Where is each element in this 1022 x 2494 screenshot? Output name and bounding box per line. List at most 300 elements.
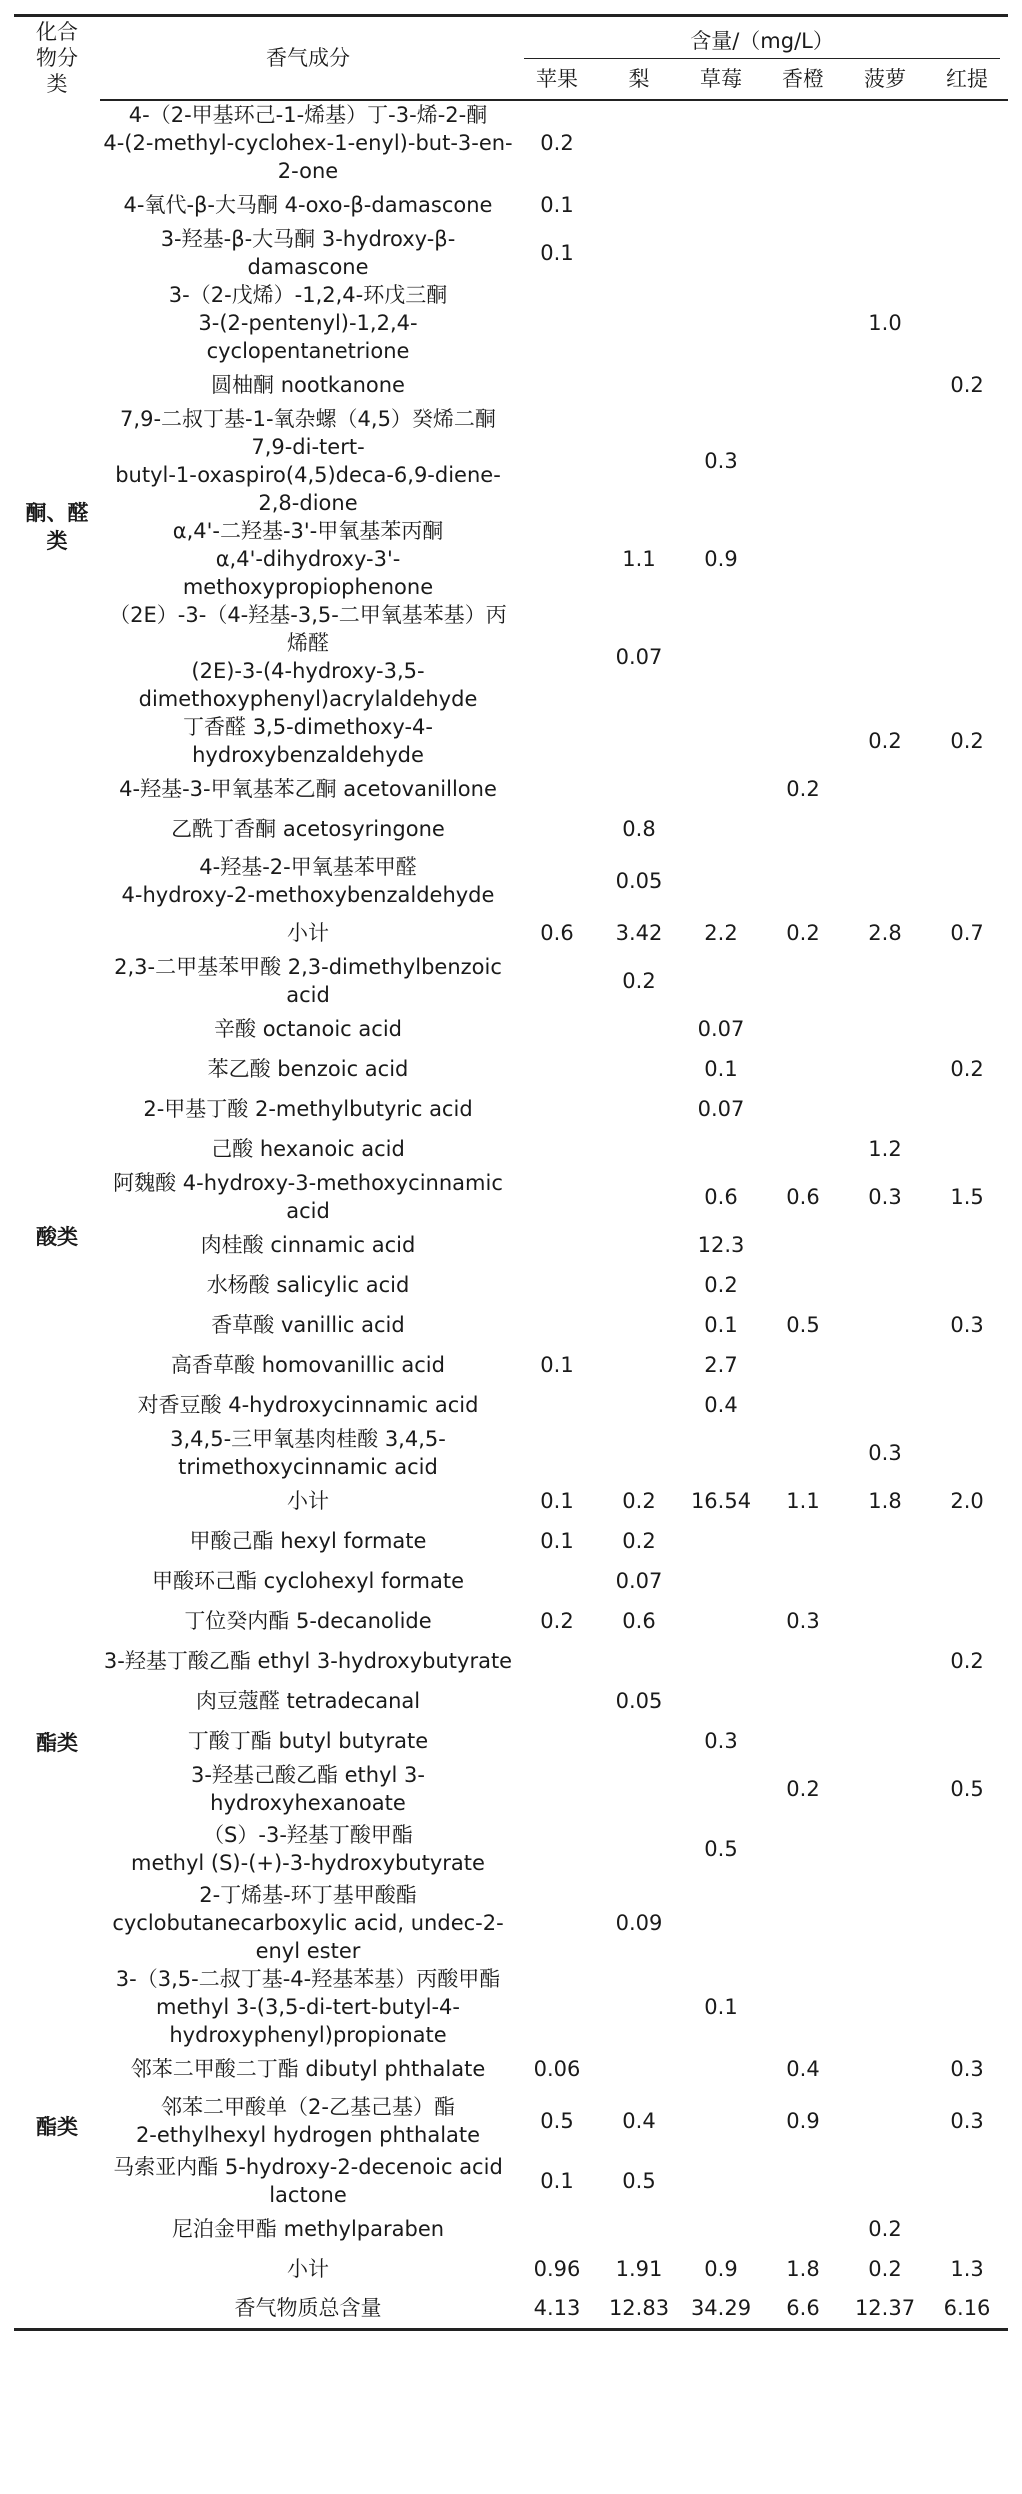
value-cell (598, 1345, 680, 1385)
value-cell (516, 1305, 598, 1345)
table-row (14, 1049, 1008, 1089)
value-cell: 2.0 (950, 1489, 984, 1513)
compound-name-line: 尼泊金甲酯 methylparaben (171, 2217, 445, 2241)
value-cell (516, 1965, 598, 2049)
category-cell: 酮、醛类 (25, 500, 89, 553)
value-cell (926, 1225, 1008, 1265)
compound-name-line: 3-羟基己酸乙酯 ethyl 3-hydroxyhexanoate (191, 1763, 425, 1815)
value-cell (844, 1089, 926, 1129)
compound-name-line: 4-(2-methyl-cyclohex-1-enyl)-but-3-en-2-one (103, 131, 513, 183)
value-cell (844, 1345, 926, 1385)
table-row (14, 953, 1008, 1009)
table-row (14, 365, 1008, 405)
compound-name-line: 甲酸环己酯 cyclohexyl formate (151, 1569, 465, 1593)
compound-name (100, 517, 516, 601)
compound-name-line: （S）-3-羟基丁酸甲酯 (203, 1823, 413, 1847)
table-row (14, 1561, 1008, 1601)
value-cell (844, 1601, 926, 1641)
value-cell: 0.2 (950, 373, 984, 397)
value-cell (598, 713, 680, 769)
category-cell: 酯类 (36, 2115, 78, 2139)
value-cell (516, 1881, 598, 1965)
value-cell (680, 1521, 762, 1561)
value-cell (926, 1601, 1008, 1641)
value-cell (762, 1965, 844, 2049)
value-cell (926, 809, 1008, 849)
value-cell: 0.2 (950, 1057, 984, 1081)
value-cell: 0.5 (950, 1777, 984, 1801)
value-cell: 0.09 (615, 1911, 663, 1935)
value-cell (844, 225, 926, 281)
total-value-cell: 12.83 (598, 2289, 680, 2329)
value-cell (844, 1881, 926, 1965)
total-category-cell (14, 2289, 100, 2329)
value-cell (680, 713, 762, 769)
value-cell (598, 769, 680, 809)
value-cell (762, 1817, 844, 1881)
compound-name-line: butyl-1-oxaspiro(4,5)deca-6,9-diene-2,8-dione (115, 463, 501, 515)
total-value-cell: 12.37 (844, 2289, 926, 2329)
value-cell: 1.91 (615, 2257, 663, 2281)
value-cell (844, 1225, 926, 1265)
value-cell: 0.3 (868, 1441, 902, 1465)
compound-name-line: 2,3-二甲基苯甲酸 2,3-dimethylbenzoic acid (114, 955, 502, 1007)
compound-name-line: 3-（2-戊烯）-1,2,4-环戊三酮 (168, 283, 448, 307)
value-cell (598, 1265, 680, 1305)
value-cell (598, 405, 680, 517)
table-row (14, 1345, 1008, 1385)
value-cell (680, 953, 762, 1009)
value-cell: 0.9 (786, 2109, 820, 2133)
compound-name-line: 肉桂酸 cinnamic acid (200, 1233, 416, 1257)
value-cell (680, 849, 762, 913)
compound-name (100, 601, 516, 713)
value-cell: 0.2 (786, 921, 820, 945)
table-row (14, 1721, 1008, 1761)
table-row (14, 2209, 1008, 2249)
value-cell (516, 809, 598, 849)
total-label: 香气物质总含量 (100, 2289, 516, 2329)
value-cell (844, 1681, 926, 1721)
value-cell: 0.9 (704, 547, 738, 571)
value-cell: 0.3 (704, 1729, 738, 1753)
value-cell (844, 100, 926, 185)
compound-name-line: 4-hydroxy-2-methoxybenzaldehyde (121, 883, 495, 907)
value-cell (598, 1305, 680, 1345)
value-cell (844, 849, 926, 913)
compound-name-line: (2E)-3-(4-hydroxy-3,5-dimethoxyphenyl)acrylaldehyde (138, 659, 478, 711)
value-cell (926, 769, 1008, 809)
value-cell (516, 1089, 598, 1129)
value-cell (680, 1761, 762, 1817)
value-cell: 16.54 (690, 1489, 752, 1513)
value-cell: 0.05 (615, 1689, 663, 1713)
value-cell (762, 1265, 844, 1305)
total-value-cell: 6.6 (762, 2289, 844, 2329)
value-cell: 0.3 (950, 1313, 984, 1337)
compound-name-line: 马索亚内酯 5-hydroxy-2-decenoic acid lactone (113, 2155, 503, 2207)
value-cell: 2.2 (704, 921, 738, 945)
value-cell (516, 2209, 598, 2249)
value-cell (680, 601, 762, 713)
compound-name-line: 水杨酸 salicylic acid (206, 1273, 410, 1297)
value-cell: 2.8 (868, 921, 902, 945)
value-cell: 0.07 (697, 1017, 745, 1041)
table-row (14, 1601, 1008, 1641)
compound-name-line: α,4'-dihydroxy-3'-methoxypropiophenone (182, 547, 434, 599)
value-cell: 3.42 (615, 921, 663, 945)
compound-name (100, 1265, 516, 1305)
value-cell (926, 1521, 1008, 1561)
value-cell (762, 1345, 844, 1385)
value-cell (762, 1721, 844, 1761)
value-cell (926, 185, 1008, 225)
compound-name-line: 4-羟基-2-甲氧基苯甲醛 (199, 855, 417, 879)
value-cell: 0.2 (622, 1529, 656, 1553)
table-row (14, 769, 1008, 809)
fruit-header: 梨 (598, 59, 680, 100)
compound-name-line: 小计 (287, 1489, 329, 1513)
compound-name-line: 4-（2-甲基环己-1-烯基）丁-3-烯-2-酮 (128, 103, 488, 127)
value-cell (516, 405, 598, 517)
value-cell: 0.2 (868, 2257, 902, 2281)
table-row (14, 517, 1008, 601)
value-cell (926, 1345, 1008, 1385)
value-cell: 1.3 (950, 2257, 984, 2281)
value-cell (516, 601, 598, 713)
compound-name-line: 丁位癸内酯 5-decanolide (184, 1609, 432, 1633)
compound-name-line: methyl (S)-(+)-3-hydroxybutyrate (131, 1851, 485, 1875)
value-cell (926, 2153, 1008, 2209)
value-cell (926, 2209, 1008, 2249)
compound-name-line: 丁香醛 3,5-dimethoxy-4-hydroxybenzaldehyde (183, 715, 433, 767)
value-cell (762, 1385, 844, 1425)
value-cell (926, 1881, 1008, 1965)
value-cell (680, 2089, 762, 2153)
value-cell: 0.2 (786, 1777, 820, 1801)
compound-name-line: 3-羟基丁酸乙酯 ethyl 3-hydroxybutyrate (103, 1649, 513, 1673)
value-cell (762, 225, 844, 281)
value-cell (844, 1049, 926, 1089)
value-cell: 0.06 (533, 2057, 581, 2081)
value-cell: 0.6 (786, 1185, 820, 1209)
value-cell (680, 769, 762, 809)
value-cell (844, 769, 926, 809)
table-row (14, 1641, 1008, 1681)
compound-name (100, 1965, 516, 2049)
total-row (14, 2289, 1008, 2329)
compound-name (100, 1009, 516, 1049)
value-cell (844, 1761, 926, 1817)
value-cell (762, 953, 844, 1009)
value-cell: 0.5 (622, 2169, 656, 2193)
value-cell (598, 1129, 680, 1169)
value-cell (598, 1049, 680, 1089)
value-cell (598, 1761, 680, 1817)
value-cell (926, 1965, 1008, 2049)
value-cell (516, 1817, 598, 1881)
value-cell (844, 185, 926, 225)
table-row (14, 1385, 1008, 1425)
table-row (14, 809, 1008, 849)
value-cell (762, 1049, 844, 1089)
compound-name-line: 7,9-二叔丁基-1-氧杂螺（4,5）癸烯二酮 7,9-di-tert- (120, 407, 496, 459)
value-cell (926, 1265, 1008, 1305)
fruit-header: 苹果 (516, 59, 598, 100)
compound-name (100, 1129, 516, 1169)
value-cell: 0.05 (615, 869, 663, 893)
compound-name (100, 281, 516, 365)
value-cell: 0.5 (704, 1837, 738, 1861)
value-cell (762, 2209, 844, 2249)
value-cell: 0.8 (622, 817, 656, 841)
table-body (14, 100, 1008, 2329)
value-cell (844, 1305, 926, 1345)
value-cell (762, 185, 844, 225)
value-cell (516, 517, 598, 601)
value-cell: 1.1 (786, 1489, 820, 1513)
value-cell (926, 1089, 1008, 1129)
table-row (14, 225, 1008, 281)
value-cell: 0.96 (533, 2257, 581, 2281)
compound-name-line: 邻苯二甲酸二丁酯 dibutyl phthalate (130, 2057, 486, 2081)
value-cell: 0.1 (540, 1529, 574, 1553)
aroma-table (14, 14, 1008, 2331)
table-row (14, 1265, 1008, 1305)
value-cell (844, 1265, 926, 1305)
total-value-cell: 4.13 (516, 2289, 598, 2329)
value-cell: 0.4 (622, 2109, 656, 2133)
table-row (14, 1129, 1008, 1169)
compound-name (100, 2089, 516, 2153)
value-cell (762, 517, 844, 601)
compound-name-line: 2-甲基丁酸 2-methylbutyric acid (143, 1097, 473, 1121)
value-cell (516, 1265, 598, 1305)
value-cell: 1.8 (786, 2257, 820, 2281)
value-cell (762, 713, 844, 769)
compound-name (100, 2209, 516, 2249)
value-cell: 2.7 (704, 1353, 738, 1377)
compound-name-line: 邻苯二甲酸单（2-乙基己基）酯 (161, 2095, 455, 2119)
value-cell: 0.1 (540, 193, 574, 217)
compound-name-line: 3-（3,5-二叔丁基-4-羟基苯基）丙酸甲酯 (115, 1967, 501, 1991)
compound-name (100, 1225, 516, 1265)
value-cell (598, 1965, 680, 2049)
compound-name (100, 1881, 516, 1965)
value-cell: 0.2 (540, 131, 574, 155)
table-row (14, 2089, 1008, 2153)
value-cell (844, 1009, 926, 1049)
value-cell (516, 1169, 598, 1225)
value-cell (598, 2049, 680, 2089)
value-cell (926, 1129, 1008, 1169)
table-row (14, 1761, 1008, 1817)
value-cell (680, 365, 762, 405)
value-cell (926, 1561, 1008, 1601)
compound-name-line: 甲酸己酯 hexyl formate (189, 1529, 427, 1553)
compound-name-line: 3-羟基-β-大马酮 3-hydroxy-β-damascone (160, 227, 456, 279)
value-cell (762, 1225, 844, 1265)
value-cell (680, 2209, 762, 2249)
value-cell (680, 1425, 762, 1481)
value-cell (516, 1425, 598, 1481)
fruit-header: 红提 (926, 59, 1008, 100)
table-row (14, 2153, 1008, 2209)
content-header: 含量/（mg/L） (516, 16, 1008, 60)
compound-name (100, 2049, 516, 2089)
value-cell (516, 1225, 598, 1265)
value-cell (844, 1521, 926, 1561)
value-cell: 0.2 (950, 1649, 984, 1673)
compound-name (100, 1385, 516, 1425)
table-row (14, 1169, 1008, 1225)
value-cell (680, 185, 762, 225)
value-cell: 0.1 (540, 241, 574, 265)
compound-name (100, 1089, 516, 1129)
value-cell (844, 2153, 926, 2209)
subtotal-label (100, 1481, 516, 1521)
value-cell (680, 2153, 762, 2209)
compound-name (100, 2153, 516, 2209)
table-row (14, 1817, 1008, 1881)
compound-name-line: 己酸 hexanoic acid (211, 1137, 405, 1161)
aroma-header: 香气成分 (100, 16, 516, 101)
value-cell: 0.3 (950, 2057, 984, 2081)
value-cell (598, 1721, 680, 1761)
total-value-cell: 34.29 (680, 2289, 762, 2329)
value-cell: 0.07 (615, 645, 663, 669)
value-cell (680, 225, 762, 281)
value-cell (516, 953, 598, 1009)
total-value-cell: 6.16 (926, 2289, 1008, 2329)
value-cell: 0.1 (540, 2169, 574, 2193)
compound-name (100, 100, 516, 185)
compound-name (100, 1521, 516, 1561)
value-cell (516, 1561, 598, 1601)
value-cell (844, 1817, 926, 1881)
value-cell: 0.3 (704, 449, 738, 473)
value-cell (926, 1425, 1008, 1481)
value-cell (926, 281, 1008, 365)
value-cell: 0.07 (615, 1569, 663, 1593)
value-cell (680, 1129, 762, 1169)
table-row (14, 849, 1008, 913)
value-cell: 0.1 (540, 1489, 574, 1513)
value-cell: 0.7 (950, 921, 984, 945)
table-row (14, 1225, 1008, 1265)
value-cell (926, 1009, 1008, 1049)
value-cell (680, 1881, 762, 1965)
value-cell (844, 365, 926, 405)
value-cell (926, 100, 1008, 185)
value-cell (762, 1681, 844, 1721)
value-cell: 0.1 (704, 1313, 738, 1337)
value-cell: 1.0 (868, 311, 902, 335)
value-cell (844, 1561, 926, 1601)
value-cell (762, 849, 844, 913)
compound-name-line: 4-羟基-3-甲氧基苯乙酮 acetovanillone (119, 777, 497, 801)
value-cell (598, 1385, 680, 1425)
value-cell (844, 1721, 926, 1761)
value-cell (762, 1521, 844, 1561)
value-cell (680, 1601, 762, 1641)
subtotal-row (14, 2249, 1008, 2289)
value-cell (926, 1817, 1008, 1881)
value-cell (844, 1641, 926, 1681)
subtotal-row (14, 913, 1008, 953)
compound-name (100, 1681, 516, 1721)
compound-name-line: 4-氧代-β-大马酮 4-oxo-β-damascone (123, 193, 493, 217)
value-cell: 0.4 (704, 1393, 738, 1417)
value-cell (516, 1681, 598, 1721)
value-cell (598, 1089, 680, 1129)
value-cell (598, 1641, 680, 1681)
compound-name (100, 1761, 516, 1817)
table-row (14, 1965, 1008, 2049)
value-cell (680, 2049, 762, 2089)
value-cell (762, 1641, 844, 1681)
compound-name (100, 225, 516, 281)
value-cell (598, 185, 680, 225)
compound-name (100, 953, 516, 1009)
value-cell (844, 517, 926, 601)
value-cell (926, 517, 1008, 601)
value-cell: 0.2 (868, 2217, 902, 2241)
compound-name-line: 丁酸丁酯 butyl butyrate (187, 1729, 429, 1753)
value-cell (598, 1225, 680, 1265)
compound-name-line: 乙酰丁香酮 acetosyringone (171, 817, 445, 841)
compound-name (100, 1169, 516, 1225)
compound-name-line: 对香豆酸 4-hydroxycinnamic acid (137, 1393, 479, 1417)
value-cell: 0.6 (704, 1185, 738, 1209)
compound-name-line: 香草酸 vanillic acid (211, 1313, 405, 1337)
value-cell: 0.4 (786, 2057, 820, 2081)
category-cell: 酯类 (36, 1731, 78, 1755)
value-cell (598, 1425, 680, 1481)
compound-name (100, 713, 516, 769)
value-cell (598, 1009, 680, 1049)
value-cell (516, 1641, 598, 1681)
value-cell (516, 365, 598, 405)
value-cell: 12.3 (697, 1233, 745, 1257)
value-cell (762, 281, 844, 365)
value-cell (762, 1561, 844, 1601)
value-cell: 0.6 (622, 1609, 656, 1633)
compound-name-line: 高香草酸 homovanillic acid (171, 1353, 445, 1377)
value-cell (598, 281, 680, 365)
value-cell (598, 1169, 680, 1225)
compound-name (100, 769, 516, 809)
value-cell (680, 100, 762, 185)
table-row (14, 1425, 1008, 1481)
value-cell (844, 1385, 926, 1425)
value-cell: 0.07 (697, 1097, 745, 1121)
value-cell (516, 1009, 598, 1049)
compound-name-line: 3-(2-pentenyl)-1,2,4-cyclopentanetrione (198, 311, 418, 363)
subtotal-row (14, 1481, 1008, 1521)
table-row (14, 1089, 1008, 1129)
table-row (14, 1305, 1008, 1345)
compound-name-line: 肉豆蔻醛 tetradecanal (195, 1689, 421, 1713)
compound-name-line: 2-丁烯基-环丁基甲酸酯 (199, 1883, 417, 1907)
value-cell: 0.5 (786, 1313, 820, 1337)
table-row (14, 100, 1008, 185)
value-cell (762, 1881, 844, 1965)
table-row (14, 185, 1008, 225)
value-cell (516, 1129, 598, 1169)
value-cell (926, 1721, 1008, 1761)
compound-name-line: 2-ethylhexyl hydrogen phthalate (135, 2123, 481, 2147)
